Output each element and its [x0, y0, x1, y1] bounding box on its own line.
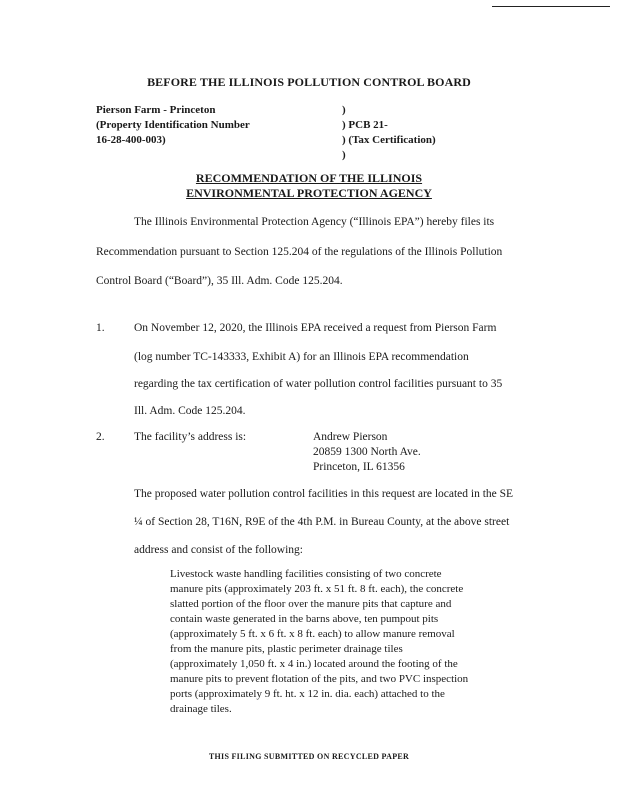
facilities-block-quote: Livestock waste handling facilities consisting of two concrete manure pits (approximately 203 ft. x 51 ft. 8 ft. each), the concrete slatted portion of the floor over the manure pits that capture and contain waste generated in the barns above, ten pumpout pits (approximately 5 ft. x 6 ft. x 8 ft. each) to allow manure removal from the manure pits, plastic perimeter drainage tiles (approximately 1,050 ft. x 4 in.) located around the footing of the manure pits to prevent flotation of the pits, and two PVC inspection ports (approximately 9 ft. ht. x 12 in. dia. each) attached to the drainage tiles.	[170, 568, 469, 715]
intro-line: Control Board (“Board”), 35 Ill. Adm. Code 125.204.	[96, 275, 343, 287]
facility-description-line: address and consist of the following:	[134, 544, 303, 556]
facility-address	[313, 430, 421, 475]
item-number: 2.	[96, 431, 105, 443]
caption-right-line: ) PCB 21-	[342, 119, 388, 131]
caption-left-line: (Property Identification Number	[96, 119, 250, 131]
caption-left-line: 16-28-400-003)	[96, 134, 166, 146]
page-footer: THIS FILING SUBMITTED ON RECYCLED PAPER	[208, 752, 410, 761]
address-label: The facility’s address is:	[134, 431, 247, 443]
intro-line: The Illinois Environmental Protection Agency (“Illinois EPA”) hereby files its	[134, 216, 495, 228]
item-line: Ill. Adm. Code 125.204.	[134, 405, 246, 417]
case-caption-left	[96, 103, 250, 148]
item-line: (log number TC-143333, Exhibit A) for an Illinois EPA recommendation	[134, 351, 469, 363]
address-line: 20859 1300 North Ave.	[313, 446, 421, 458]
facility-description-line: ¼ of Section 28, T16N, R9E of the 4th P.M. in Bureau County, at the above street	[134, 516, 510, 528]
recommendation-heading-line2: ENVIRONMENTAL PROTECTION AGENCY	[186, 186, 432, 200]
caption-right-line: ) (Tax Certification)	[342, 134, 436, 146]
top-rule	[492, 6, 610, 7]
caption-left-line: Pierson Farm - Princeton	[96, 104, 216, 116]
case-caption-right	[342, 103, 436, 163]
caption-right-line: )	[342, 149, 346, 161]
document-title: BEFORE THE ILLINOIS POLLUTION CONTROL BOARD	[147, 75, 471, 89]
item-line: On November 12, 2020, the Illinois EPA received a request from Pierson Farm	[134, 322, 497, 334]
item-number: 1.	[96, 322, 105, 334]
item-line: regarding the tax certification of water pollution control facilities pursuant to 35	[134, 378, 503, 390]
address-line: Andrew Pierson	[313, 431, 388, 443]
facility-description-line: The proposed water pollution control facilities in this request are located in the SE	[134, 488, 514, 500]
intro-line: Recommendation pursuant to Section 125.204 of the regulations of the Illinois Pollution	[96, 246, 503, 258]
caption-right-line: )	[342, 104, 346, 116]
recommendation-heading-line1: RECOMMENDATION OF THE ILLINOIS	[195, 171, 423, 185]
address-line: Princeton, IL 61356	[313, 461, 405, 473]
